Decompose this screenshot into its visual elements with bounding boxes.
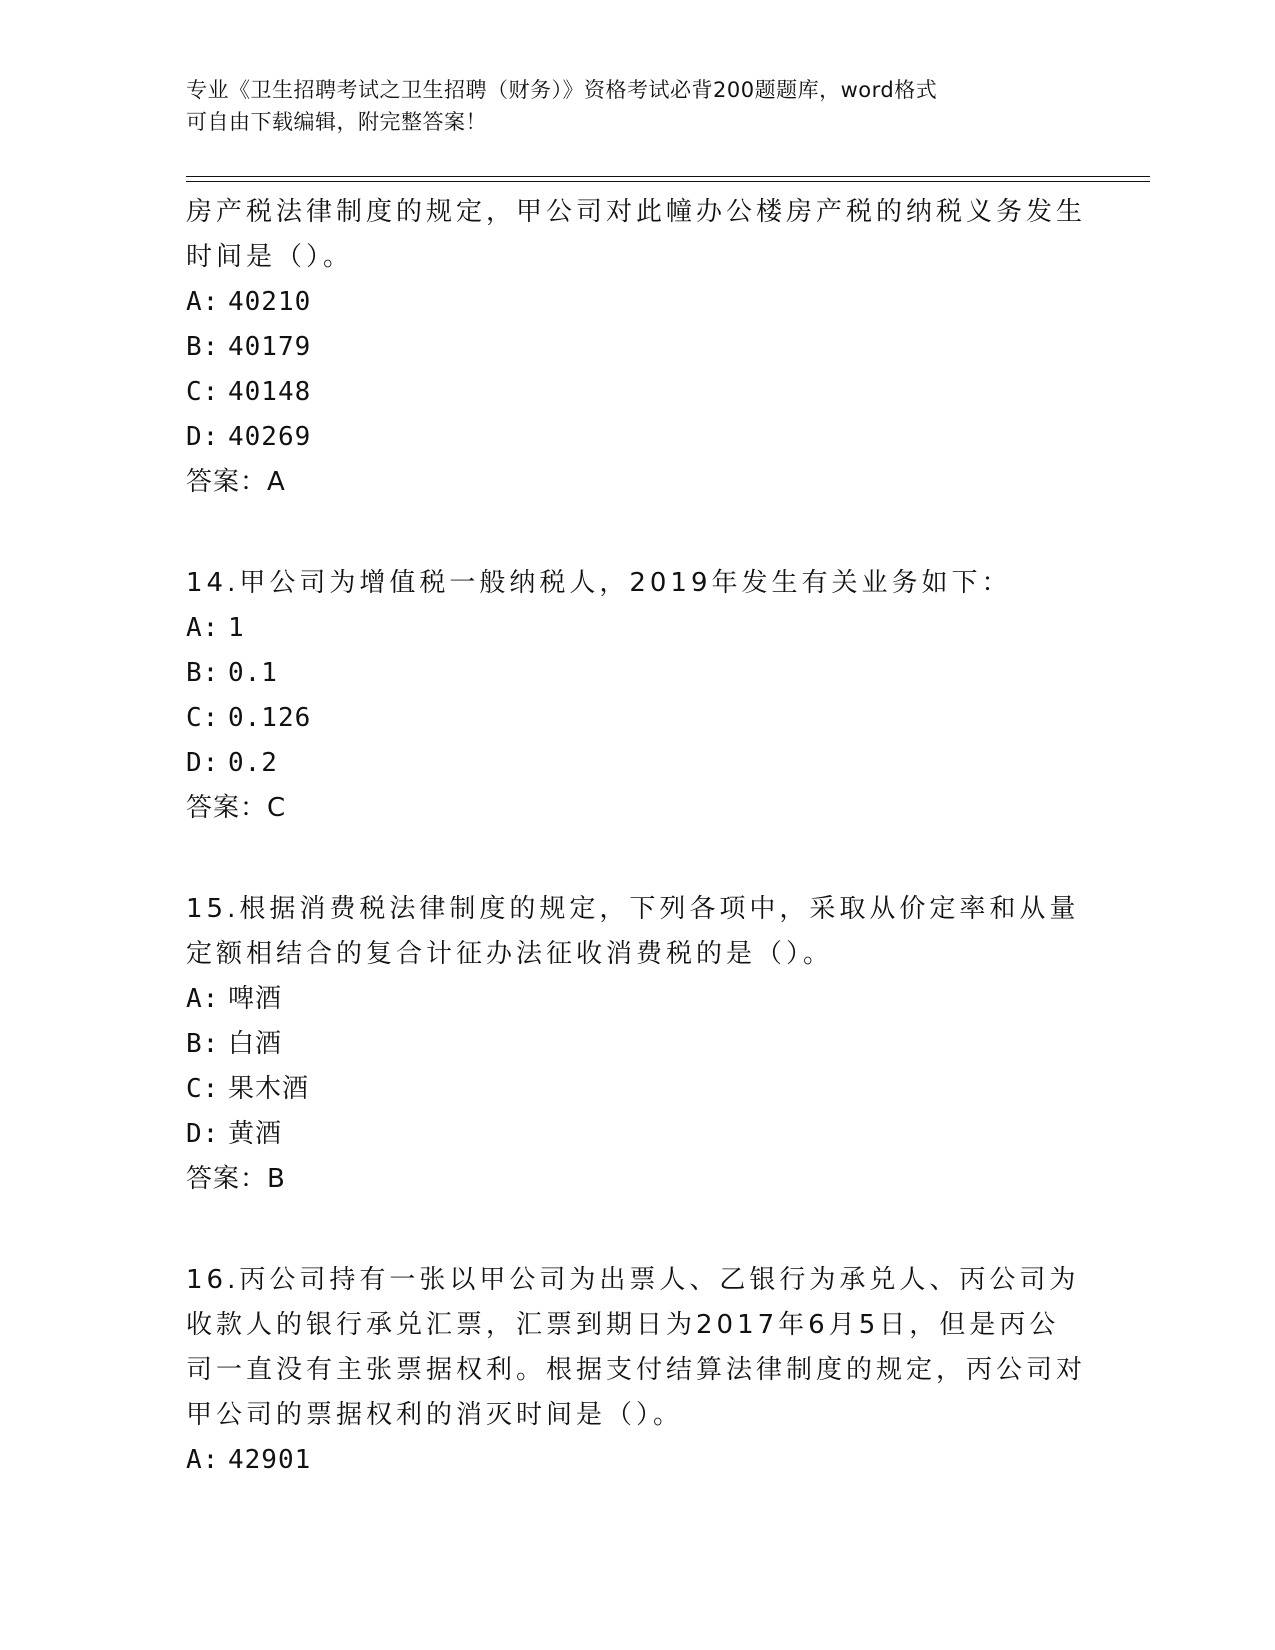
option-c: C: 0.126 — [186, 703, 312, 733]
option-a: A: 啤酒 — [186, 984, 283, 1014]
answer-line: 答案：A — [186, 467, 286, 497]
question-text: 15.根据消费税法律制度的规定，下列各项中，采取从价定率和从量定额相结合的复合计征办法征收消费税的是（）。 — [186, 894, 1080, 969]
header-divider-top — [186, 176, 1150, 177]
answer-line: 答案：B — [186, 1164, 286, 1194]
question-block — [186, 1258, 1086, 1483]
header-line-1: 专业《卫生招聘考试之卫生招聘（财务）》资格考试必背200题题库，word格式 — [186, 78, 938, 102]
option-d: D: 0.2 — [186, 748, 278, 778]
question-text: 16.丙公司持有一张以甲公司为出票人、乙银行为承兑人、丙公司为收款人的银行承兑汇票，汇票到期日为2017年6月5日，但是丙公司一直没有主张票据权利。根据支付结算法律制度的规定，丙公司对甲公司的票据权利的消灭时间是（）。 — [186, 1265, 1087, 1430]
option-a: A: 1 — [186, 613, 245, 643]
answer-line: 答案：C — [186, 793, 287, 823]
option-b: B: 白酒 — [186, 1029, 283, 1059]
option-b: B: 40179 — [186, 332, 312, 362]
option-c: C: 40148 — [186, 377, 312, 407]
document-header — [186, 74, 1086, 138]
option-c: C: 果木酒 — [186, 1074, 310, 1104]
question-block — [186, 190, 1086, 505]
header-line-2: 可自由下载编辑，附完整答案！ — [186, 110, 487, 134]
option-a: A: 42901 — [186, 1445, 312, 1475]
question-text: 房产税法律制度的规定，甲公司对此幢办公楼房产税的纳税义务发生时间是（）。 — [186, 197, 1087, 272]
option-d: D: 40269 — [186, 422, 312, 452]
question-block — [186, 887, 1086, 1202]
question-text: 14.甲公司为增值税一般纳税人，2019年发生有关业务如下： — [186, 568, 1012, 598]
header-divider-bottom — [186, 181, 1150, 182]
option-b: B: 0.1 — [186, 658, 278, 688]
question-block — [186, 561, 1086, 831]
option-a: A: 40210 — [186, 287, 312, 317]
question-list — [186, 190, 1086, 1483]
option-d: D: 黄酒 — [186, 1119, 283, 1149]
